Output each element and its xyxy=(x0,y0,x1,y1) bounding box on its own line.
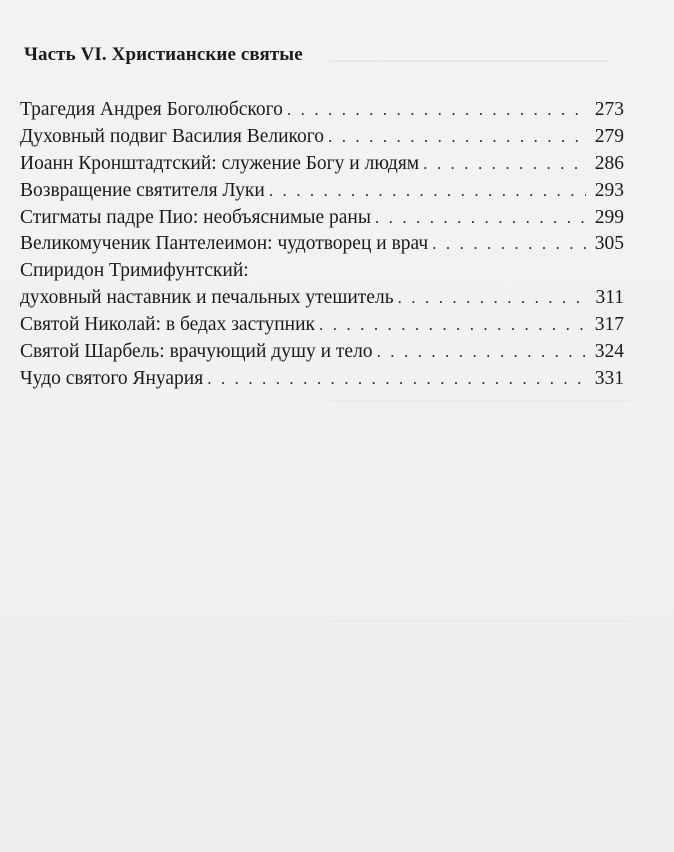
toc-entry-title: Духовный подвиг Василия Великого xyxy=(20,125,325,147)
toc-entry-title: духовный наставник и печальных утешитель xyxy=(20,287,394,309)
toc-entry-page: 311 xyxy=(595,287,624,309)
dot-leader xyxy=(207,366,586,393)
toc-entry[interactable] xyxy=(20,151,624,178)
toc-entry-page: 299 xyxy=(594,206,624,228)
toc-entry[interactable] xyxy=(20,97,624,124)
toc-entry-page: 331 xyxy=(594,367,624,389)
toc-entry-page: 273 xyxy=(594,99,624,120)
toc-entry[interactable] xyxy=(20,231,624,258)
toc-entry-page: 317 xyxy=(594,314,624,336)
bleed-through-decoration xyxy=(330,620,630,622)
dot-leader xyxy=(287,97,586,124)
toc-entry-title: Святой Шарбель: врачующий душу и тело xyxy=(20,341,373,363)
toc-entry-page: 286 xyxy=(594,152,624,174)
dot-leader xyxy=(377,339,586,366)
dot-leader xyxy=(328,124,586,151)
toc-entry-title: Святой Николай: в бедах заступник xyxy=(20,314,316,336)
dot-leader xyxy=(398,285,586,312)
dot-leader xyxy=(423,151,586,178)
bleed-through-decoration xyxy=(330,400,630,402)
section-title: Часть VI. Христианские святые xyxy=(24,44,303,65)
toc-entry-heading-line[interactable] xyxy=(20,258,624,285)
toc-entry-title: Трагедия Андрея Боголюбского xyxy=(20,99,283,120)
dot-leader xyxy=(319,312,586,339)
bleed-through-decoration xyxy=(330,60,610,62)
dot-leader xyxy=(269,178,586,205)
toc-entry-title: Великомученик Пантелеимон: чудотворец и врач xyxy=(20,233,429,255)
toc-entry[interactable] xyxy=(20,285,624,312)
toc-entry[interactable] xyxy=(20,205,624,232)
toc-entry-title: Чудо святого Януария xyxy=(20,367,204,389)
toc-entry-page: 324 xyxy=(594,341,624,363)
toc-entry-title: Возвращение святителя Луки xyxy=(20,179,265,201)
toc-entry-title: Иоанн Кронштадтский: служение Богу и людям xyxy=(20,152,420,174)
dot-leader xyxy=(432,231,586,258)
toc-entry[interactable] xyxy=(20,178,624,205)
toc-entry[interactable] xyxy=(20,124,624,151)
toc-entry[interactable] xyxy=(20,312,624,339)
toc-entry[interactable] xyxy=(20,339,624,366)
toc-entry-page: 305 xyxy=(594,233,624,255)
toc-entry-page: 279 xyxy=(594,125,624,147)
toc-entry-title: Стигматы падре Пио: необъяснимые раны xyxy=(20,206,371,228)
table-of-contents xyxy=(20,97,624,393)
toc-entry[interactable] xyxy=(20,366,624,393)
dot-leader xyxy=(375,205,586,232)
toc-entry-page: 293 xyxy=(594,179,624,201)
toc-entry-title: Спиридон Тримифунтский: xyxy=(20,260,249,282)
